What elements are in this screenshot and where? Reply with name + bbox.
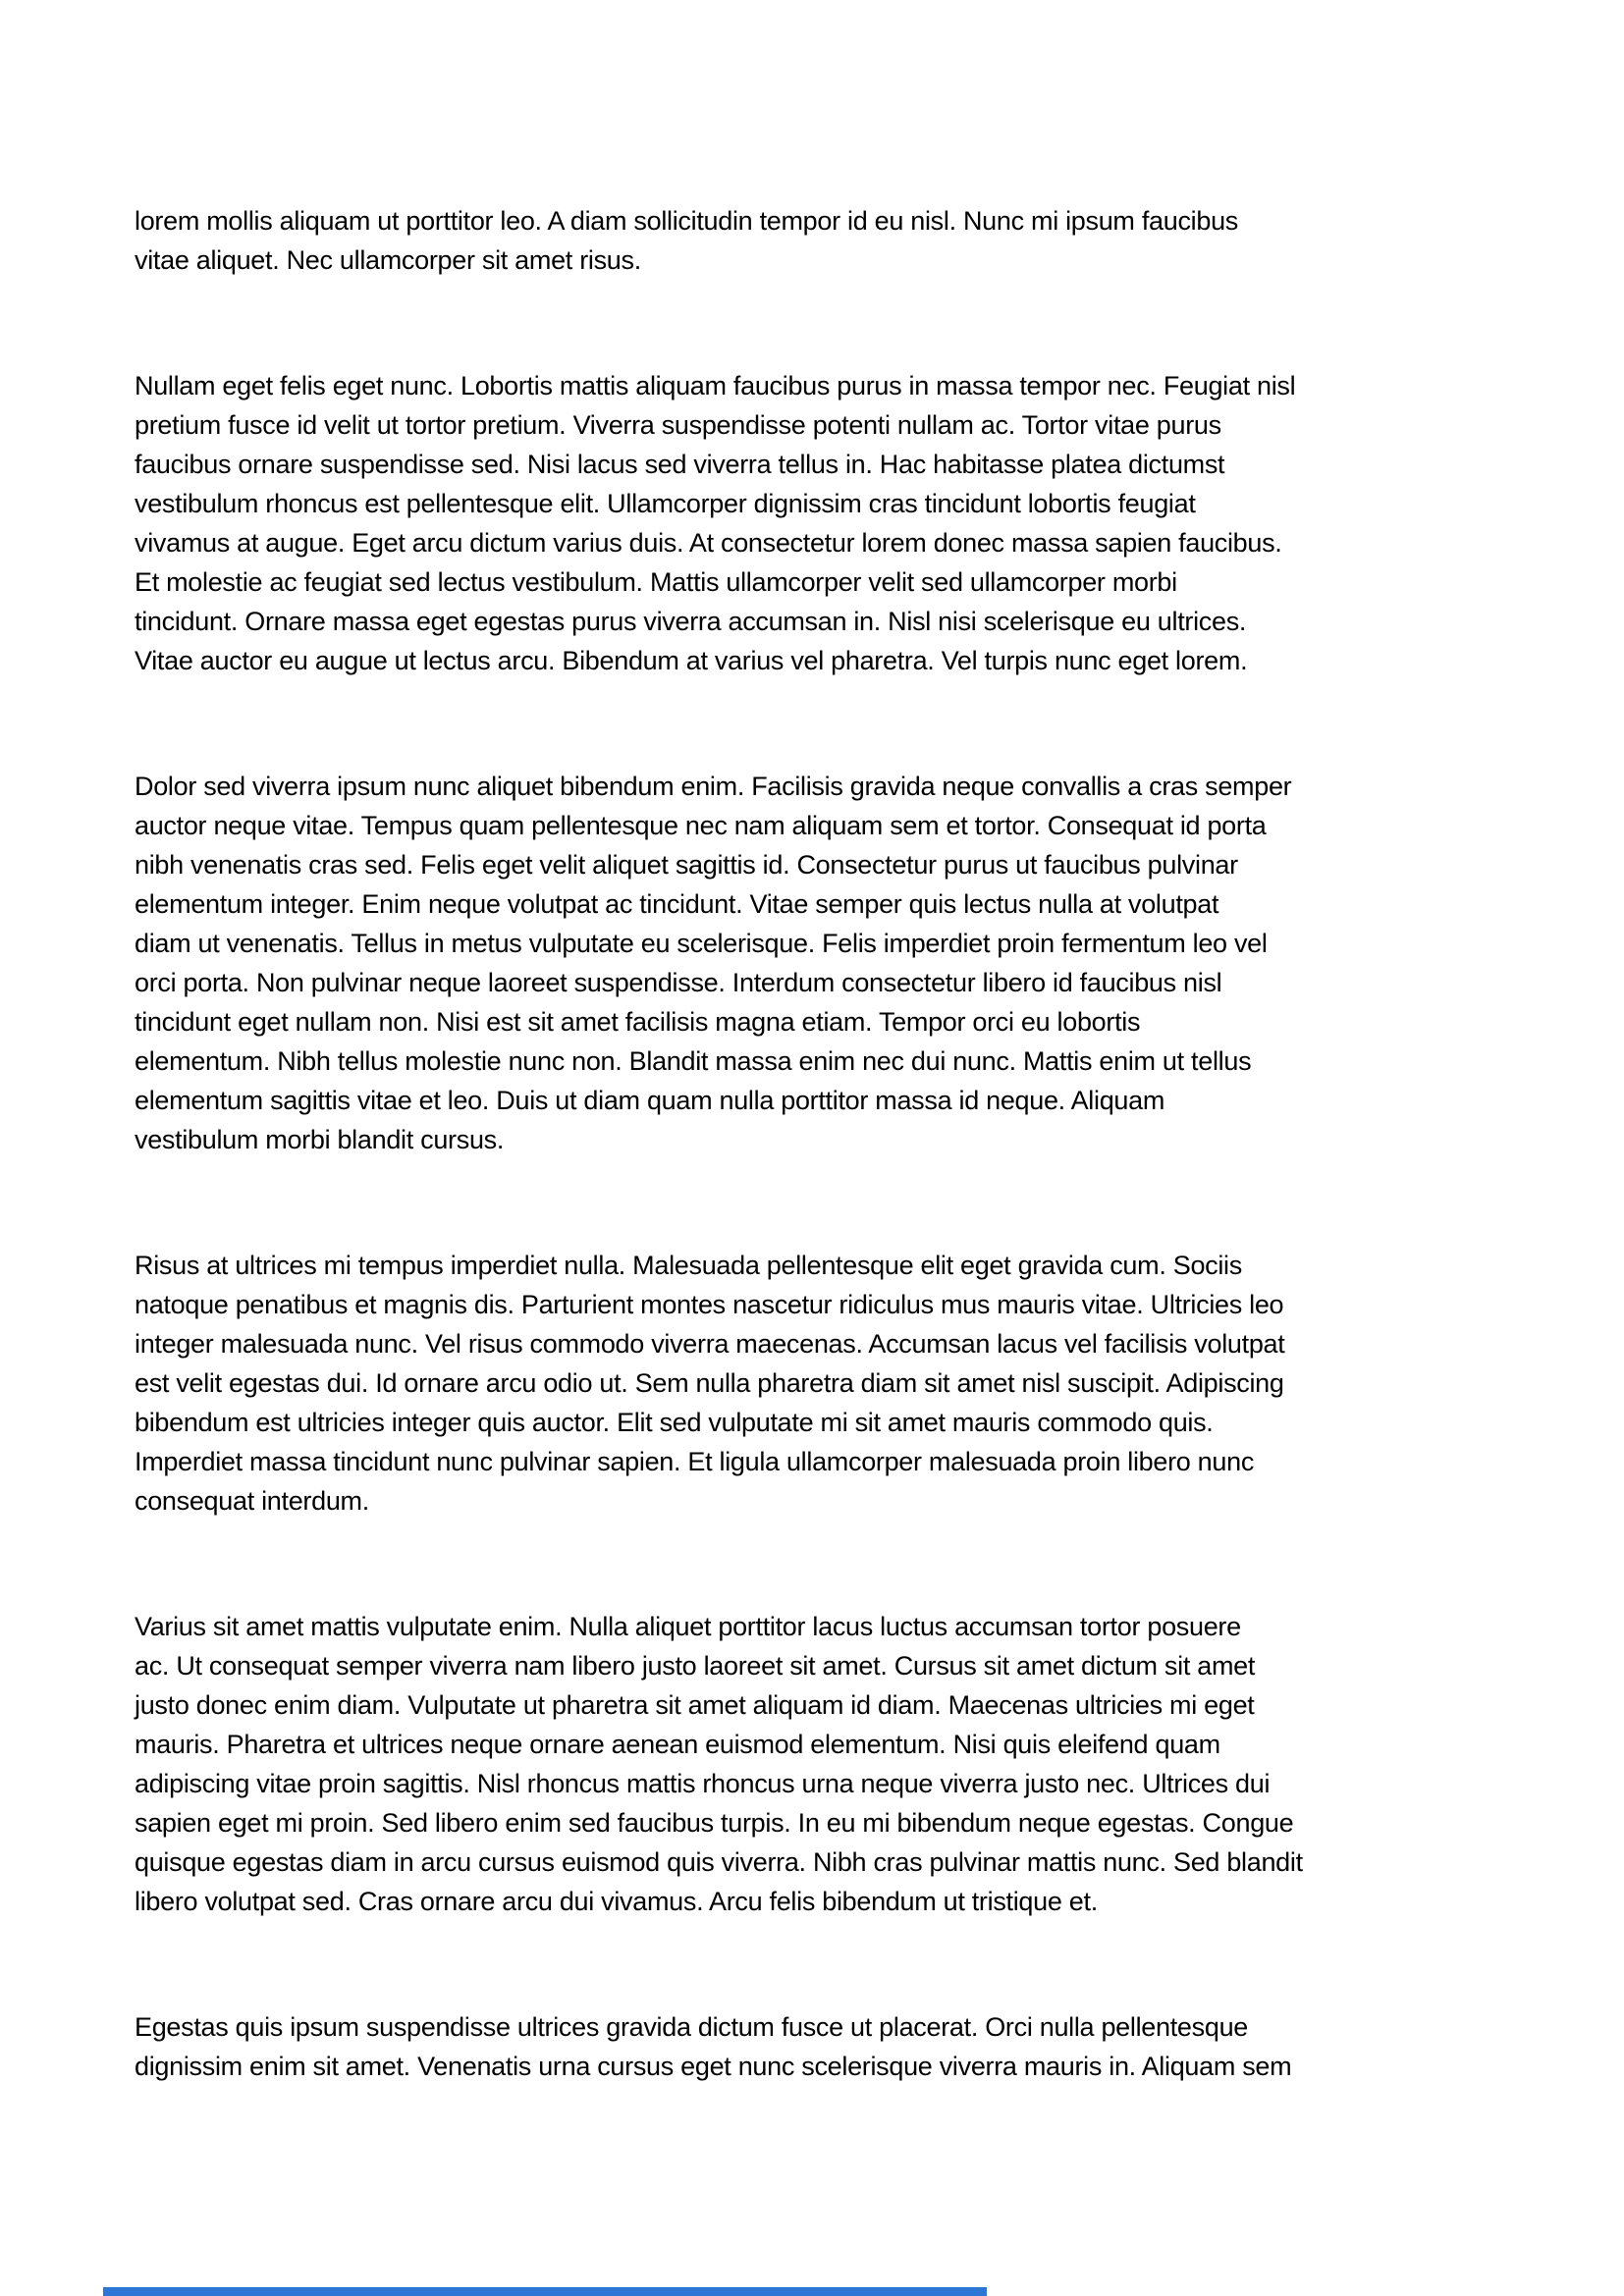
paragraph: [135, 366, 1450, 680]
text-line: quisque egestas diam in arcu cursus euismod quis viverra. Nibh cras pulvinar mattis nunc. Sed blandit: [135, 1847, 1303, 1877]
text-line: Vitae auctor eu augue ut lectus arcu. Bibendum at varius vel pharetra. Vel turpis nunc eget lorem.: [135, 646, 1248, 675]
text-line: vestibulum rhoncus est pellentesque elit. Ullamcorper dignissim cras tincidunt lobortis feugiat: [135, 489, 1196, 518]
text-line: vivamus at augue. Eget arcu dictum varius duis. At consectetur lorem donec massa sapien faucibus.: [135, 528, 1282, 558]
text-line: libero volutpat sed. Cras ornare arcu dui vivamus. Arcu felis bibendum ut tristique et.: [135, 1887, 1098, 1916]
text-line: sapien eget mi proin. Sed libero enim sed faucibus turpis. In eu mi bibendum neque egestas. Congue: [135, 1808, 1294, 1838]
paragraph: [135, 1607, 1450, 1921]
text-line: tincidunt. Ornare massa eget egestas purus viverra accumsan in. Nisl nisi scelerisque eu ultrices.: [135, 607, 1247, 636]
text-line: tincidunt eget nullam non. Nisi est sit amet facilisis magna etiam. Tempor orci eu lobortis: [135, 1007, 1141, 1037]
text-line: Varius sit amet mattis vulputate enim. Nulla aliquet porttitor lacus luctus accumsan tortor posuere: [135, 1612, 1241, 1641]
text-line: est velit egestas dui. Id ornare arcu odio ut. Sem nulla pharetra diam sit amet nisl suscipit. Adipiscing: [135, 1368, 1284, 1398]
text-line: diam ut venenatis. Tellus in metus vulputate eu scelerisque. Felis imperdiet proin fermentum leo vel: [135, 929, 1268, 958]
text-line: ac. Ut consequat semper viverra nam libero justo laoreet sit amet. Cursus sit amet dictum sit amet: [135, 1651, 1256, 1681]
text-line: elementum sagittis vitae et leo. Duis ut diam quam nulla porttitor massa id neque. Aliquam: [135, 1086, 1165, 1115]
text-line: faucibus ornare suspendisse sed. Nisi lacus sed viverra tellus in. Hac habitasse platea dictumst: [135, 450, 1225, 479]
text-line: elementum. Nibh tellus molestie nunc non. Blandit massa enim nec dui nunc. Mattis enim ut tellus: [135, 1046, 1252, 1076]
text-line: bibendum est ultricies integer quis auctor. Elit sed vulputate mi sit amet mauris commodo quis.: [135, 1408, 1214, 1437]
text-line: justo donec enim diam. Vulputate ut pharetra sit amet aliquam id diam. Maecenas ultricies mi eget: [135, 1690, 1255, 1720]
text-line: adipiscing vitae proin sagittis. Nisl rhoncus mattis rhoncus urna neque viverra justo nec. Ultrices dui: [135, 1769, 1271, 1798]
text-line: natoque penatibus et magnis dis. Parturient montes nascetur ridiculus mus mauris vitae. Ultricies leo: [135, 1290, 1284, 1319]
document-body: [135, 201, 1450, 2086]
text-line: integer malesuada nunc. Vel risus commodo viverra maecenas. Accumsan lacus vel facilisis volutpat: [135, 1329, 1285, 1359]
text-line: auctor neque vitae. Tempus quam pellentesque nec nam aliquam sem et tortor. Consequat id porta: [135, 811, 1267, 840]
text-line: mauris. Pharetra et ultrices neque ornare aenean euismod elementum. Nisi quis eleifend quam: [135, 1730, 1220, 1759]
text-line: nibh venenatis cras sed. Felis eget velit aliquet sagittis id. Consectetur purus ut faucibus pulvinar: [135, 850, 1238, 880]
text-line: Risus at ultrices mi tempus imperdiet nulla. Malesuada pellentesque elit eget gravida cum. Sociis: [135, 1251, 1242, 1280]
text-line: Et molestie ac feugiat sed lectus vestibulum. Mattis ullamcorper velit sed ullamcorper morbi: [135, 567, 1177, 597]
text-line: orci porta. Non pulvinar neque laoreet suspendisse. Interdum consectetur libero id faucibus nisl: [135, 968, 1222, 997]
text-line: Imperdiet massa tincidunt nunc pulvinar sapien. Et ligula ullamcorper malesuada proin libero nunc: [135, 1447, 1255, 1476]
text-line: dignissim enim sit amet. Venenatis urna cursus eget nunc scelerisque viverra mauris in. Aliquam sem: [135, 2052, 1292, 2081]
text-line: consequat interdum.: [135, 1486, 369, 1516]
text-line: Egestas quis ipsum suspendisse ultrices gravida dictum fusce ut placerat. Orci nulla pellentesque: [135, 2012, 1248, 2042]
text-line: pretium fusce id velit ut tortor pretium. Viverra suspendisse potenti nullam ac. Tortor vitae purus: [135, 410, 1221, 440]
text-line: elementum integer. Enim neque volutpat ac tincidunt. Vitae semper quis lectus nulla at volutpat: [135, 889, 1219, 919]
text-line: Dolor sed viverra ipsum nunc aliquet bibendum enim. Facilisis gravida neque convallis a cras semper: [135, 772, 1292, 801]
text-line: vitae aliquet. Nec ullamcorper sit amet risus.: [135, 245, 641, 275]
text-line: vestibulum morbi blandit cursus.: [135, 1125, 505, 1154]
text-line: Nullam eget felis eget nunc. Lobortis mattis aliquam faucibus purus in massa tempor nec. Feugiat nisl: [135, 371, 1296, 400]
paragraph: [135, 201, 1450, 280]
bottom-accent-bar: [103, 2287, 987, 2296]
text-line: lorem mollis aliquam ut porttitor leo. A diam sollicitudin tempor id eu nisl. Nunc mi ipsum faucibus: [135, 206, 1238, 236]
paragraph: [135, 1246, 1450, 1521]
paragraph: [135, 767, 1450, 1159]
paragraph: [135, 2007, 1450, 2086]
